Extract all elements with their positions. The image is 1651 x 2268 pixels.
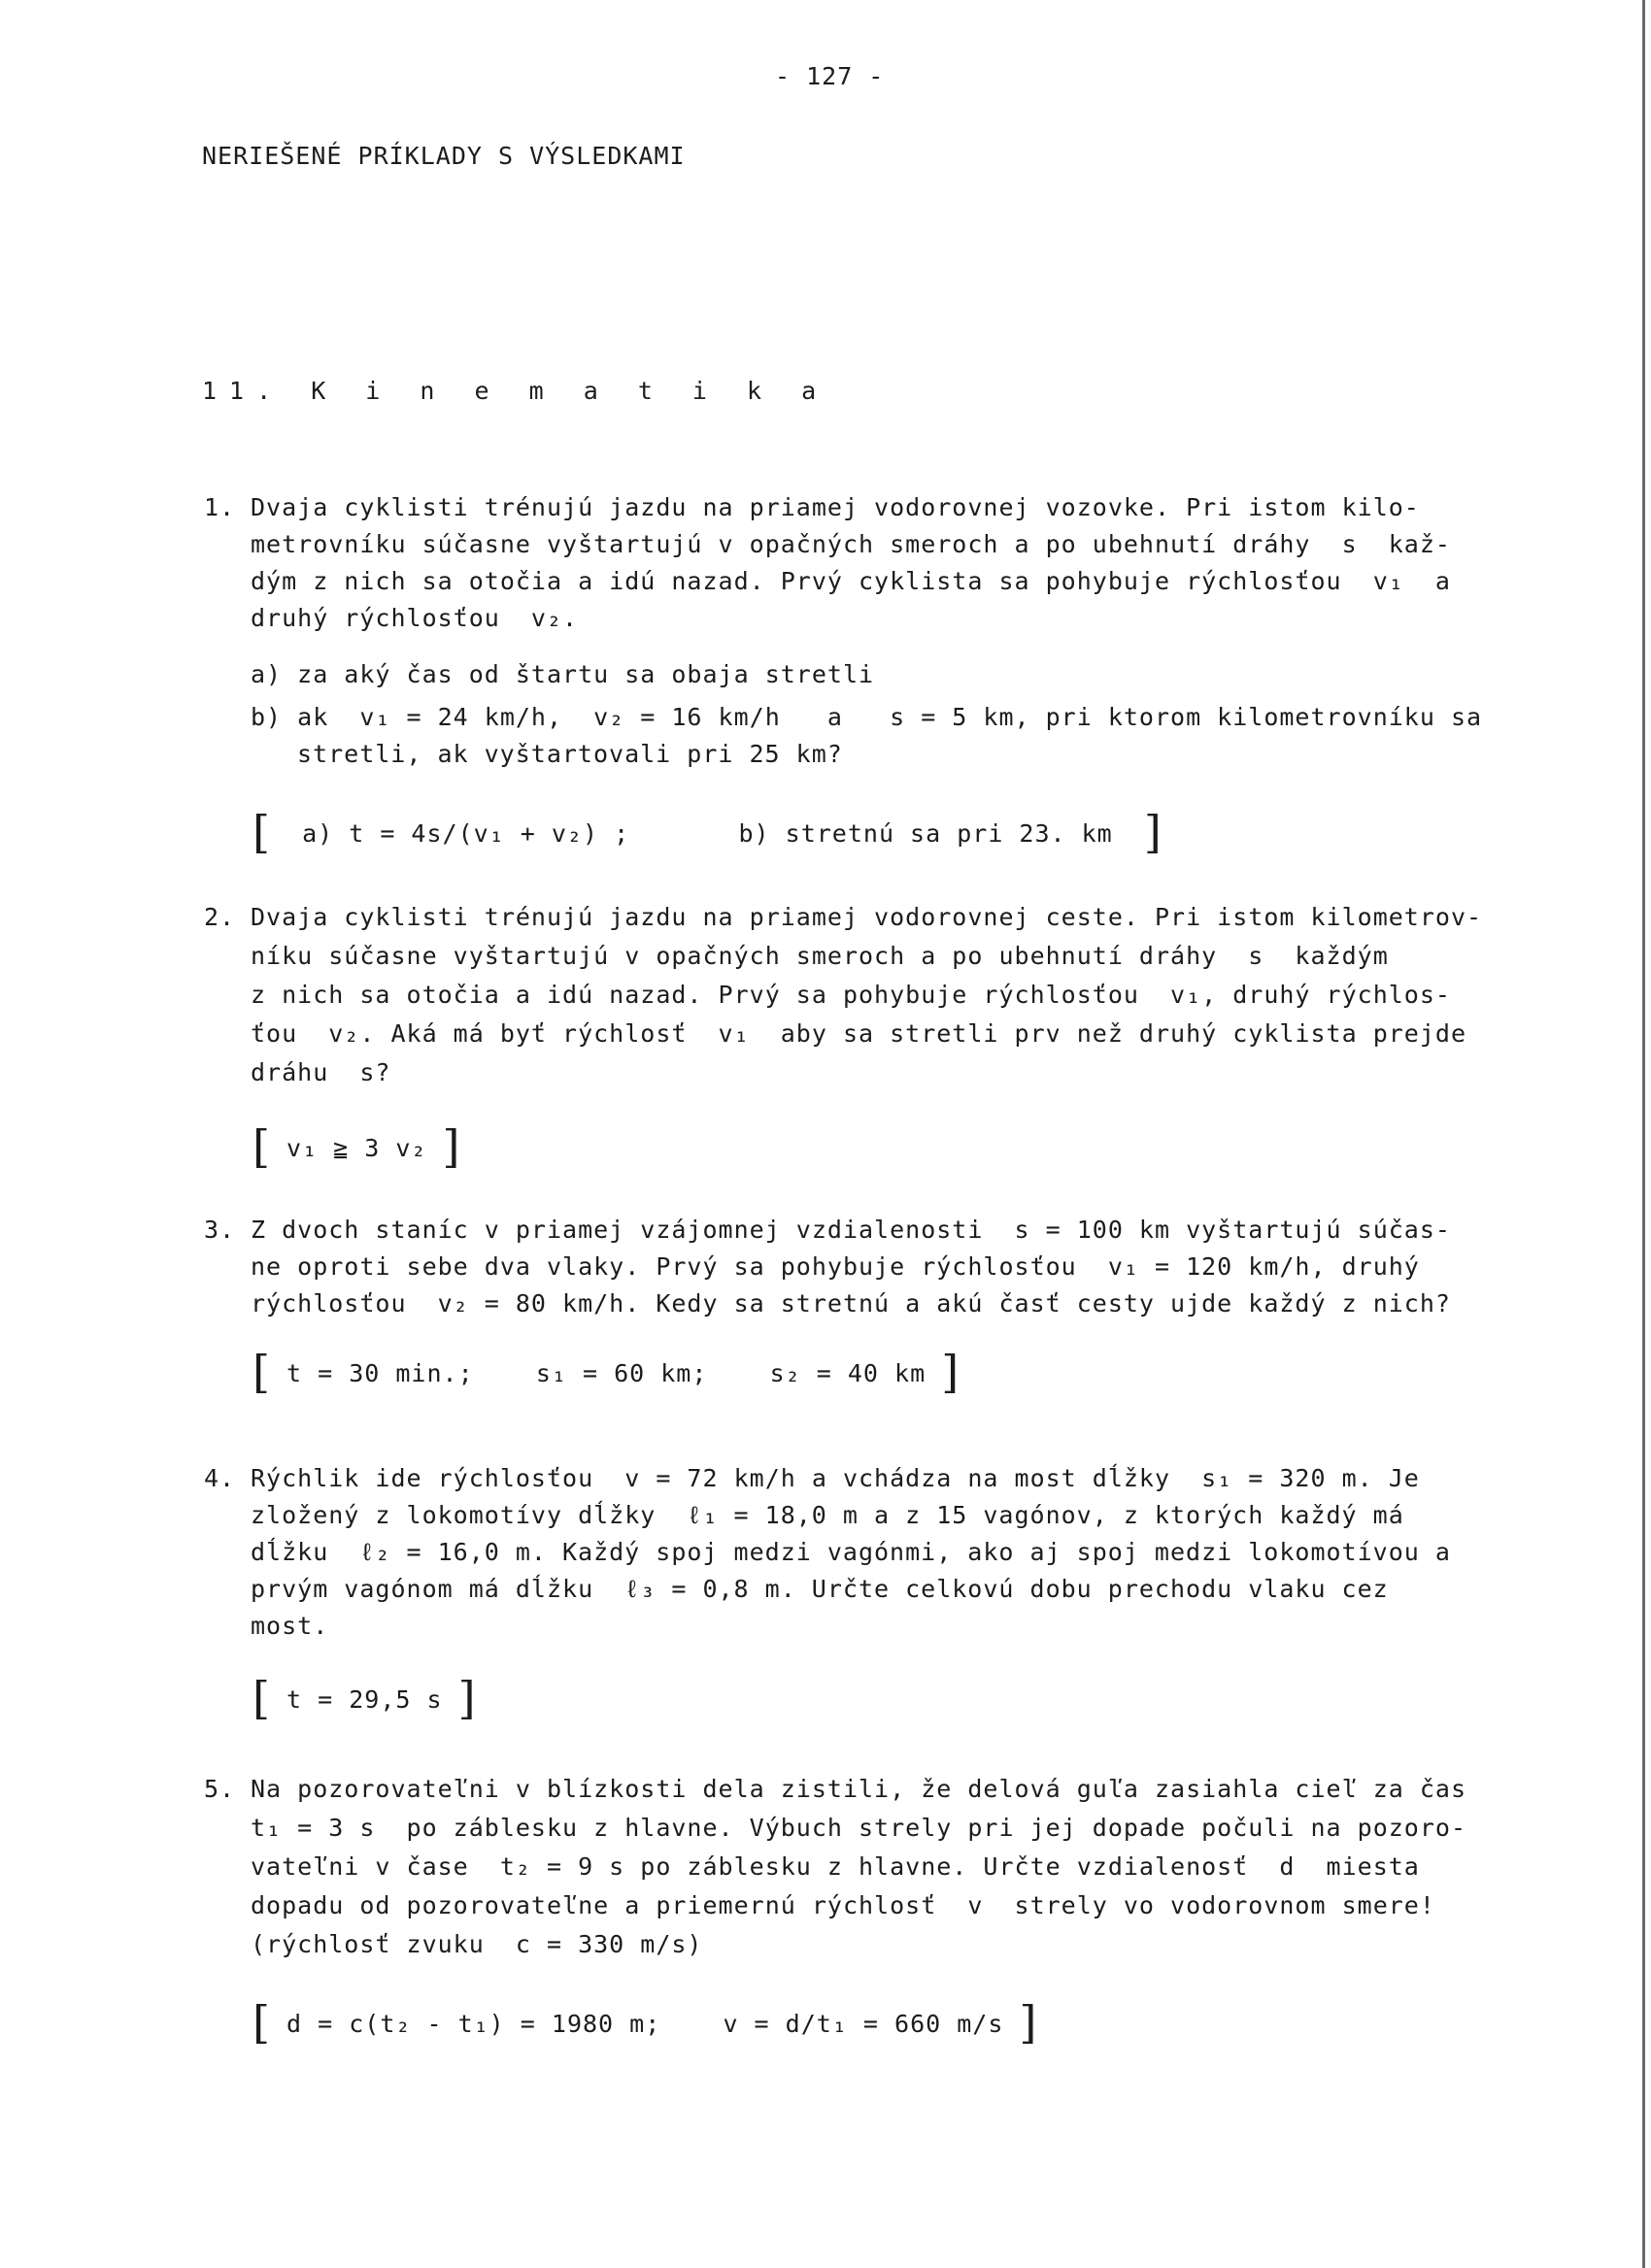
answer [253,1990,1038,2049]
problem-number: 4. [204,1464,236,1492]
page-number: - 127 - [775,62,885,90]
bracket-close: ] [1019,1996,1038,2049]
problem-text-line: zložený z lokomotívy dĺžky ℓ₁ = 18,0 m a z 15 vagónov, z ktorých každý má [251,1501,1404,1529]
bracket-open: [ [253,806,271,858]
problem-text-line: metrovníku súčasne vyštartujú v opačných smeroch a po ubehnutí dráhy s kaž- [251,530,1451,558]
page-edge-rule [1642,0,1645,2268]
problem-number: 1. [204,493,236,521]
answer-text: d = c(t₂ - t₁) = 1980 m; v = d/t₁ = 660 m/s [286,2010,1004,2038]
section-title: 11. K i n e m a t i k a [202,377,829,405]
answer [253,1340,960,1398]
bracket-open: [ [253,1120,271,1173]
bracket-open: [ [253,1672,271,1724]
subquestion-a: a) za aký čas od štartu sa obaja stretli [251,660,875,688]
answer [253,1666,477,1724]
problem-number: 3. [204,1216,236,1244]
answer-text: v₁ ≧ 3 v₂ [286,1134,427,1162]
subquestion-b: b) ak v₁ = 24 km/h, v₂ = 16 km/h a s = 5 km, pri ktorom kilometrovníku sa [251,703,1483,731]
problem-text-line: dým z nich sa otočia a idú nazad. Prvý cyklista sa pohybuje rýchlosťou v₁ a [251,567,1451,595]
problem-text-line: t₁ = 3 s po záblesku z hlavne. Výbuch strely pri jej dopade počuli na pozoro- [251,1814,1466,1842]
bracket-open: [ [253,1346,271,1398]
bracket-close: ] [442,1120,461,1173]
answer-text: a) t = 4s/(v₁ + v₂) ; b) stretnú sa pri 23. km [302,819,1113,848]
bracket-close: ] [941,1346,960,1398]
problem-text-line: (rýchlosť zvuku c = 330 m/s) [251,1930,703,1958]
problem-text-line: dráhu s? [251,1058,391,1086]
problem-number: 2. [204,903,236,931]
problem-text-line: vateľni v čase t₂ = 9 s po záblesku z hlavne. Určte vzdialenosť d miesta [251,1852,1420,1881]
answer-text: t = 29,5 s [286,1685,443,1714]
problem-text-line: Dvaja cyklisti trénujú jazdu na priamej vodorovnej vozovke. Pri istom kilo- [251,493,1420,521]
problem-text-line: dopadu od pozorovateľne a priemernú rýchlosť v strely vo vodorovnom smere! [251,1891,1435,1919]
problem-text-line: ne oproti sebe dva vlaky. Prvý sa pohybuje rýchlosťou v₁ = 120 km/h, druhý [251,1252,1420,1281]
problem-text-line: Z dvoch staníc v priamej vzájomnej vzdialenosti s = 100 km vyštartujú súčas- [251,1216,1451,1244]
problem-text-line: prvým vagónom má dĺžku ℓ₃ = 0,8 m. Určte celkovú dobu prechodu vlaku cez [251,1575,1389,1603]
problem-text-line: most. [251,1612,329,1640]
answer [253,800,1162,858]
bracket-open: [ [253,1996,271,2049]
answer-text: t = 30 min.; s₁ = 60 km; s₂ = 40 km [286,1359,927,1387]
problem-text-line: druhý rýchlosťou v₂. [251,604,579,632]
problem-text-line: rýchlosťou v₂ = 80 km/h. Kedy sa stretnú a akú časť cesty ujde každý z nich? [251,1289,1451,1317]
document-heading: NERIEŠENÉ PRÍKLADY S VÝSLEDKAMI [202,142,686,170]
bracket-close: ] [1143,806,1162,858]
problem-text-line: Rýchlik ide rýchlosťou v = 72 km/h a vchádza na most dĺžky s₁ = 320 m. Je [251,1464,1420,1492]
bracket-close: ] [457,1672,477,1724]
answer [253,1115,461,1173]
problem-text-line: dĺžku ℓ₂ = 16,0 m. Každý spoj medzi vagónmi, ako aj spoj medzi lokomotívou a [251,1538,1451,1566]
problem-text-line: ťou v₂. Aká má byť rýchlosť v₁ aby sa stretli prv než druhý cyklista prejde [251,1019,1466,1048]
problem-number: 5. [204,1775,236,1803]
problem-text-line: Na pozorovateľni v blízkosti dela zistili, že delová guľa zasiahla cieľ za čas [251,1775,1466,1803]
problem-text-line: níku súčasne vyštartujú v opačných smeroch a po ubehnutí dráhy s každým [251,942,1389,970]
problem-text-line: Dvaja cyklisti trénujú jazdu na priamej vodorovnej ceste. Pri istom kilometrov- [251,903,1483,931]
problem-text-line: z nich sa otočia a idú nazad. Prvý sa pohybuje rýchlosťou v₁, druhý rýchlos- [251,981,1451,1009]
subquestion-b-cont: stretli, ak vyštartovali pri 25 km? [297,740,843,768]
